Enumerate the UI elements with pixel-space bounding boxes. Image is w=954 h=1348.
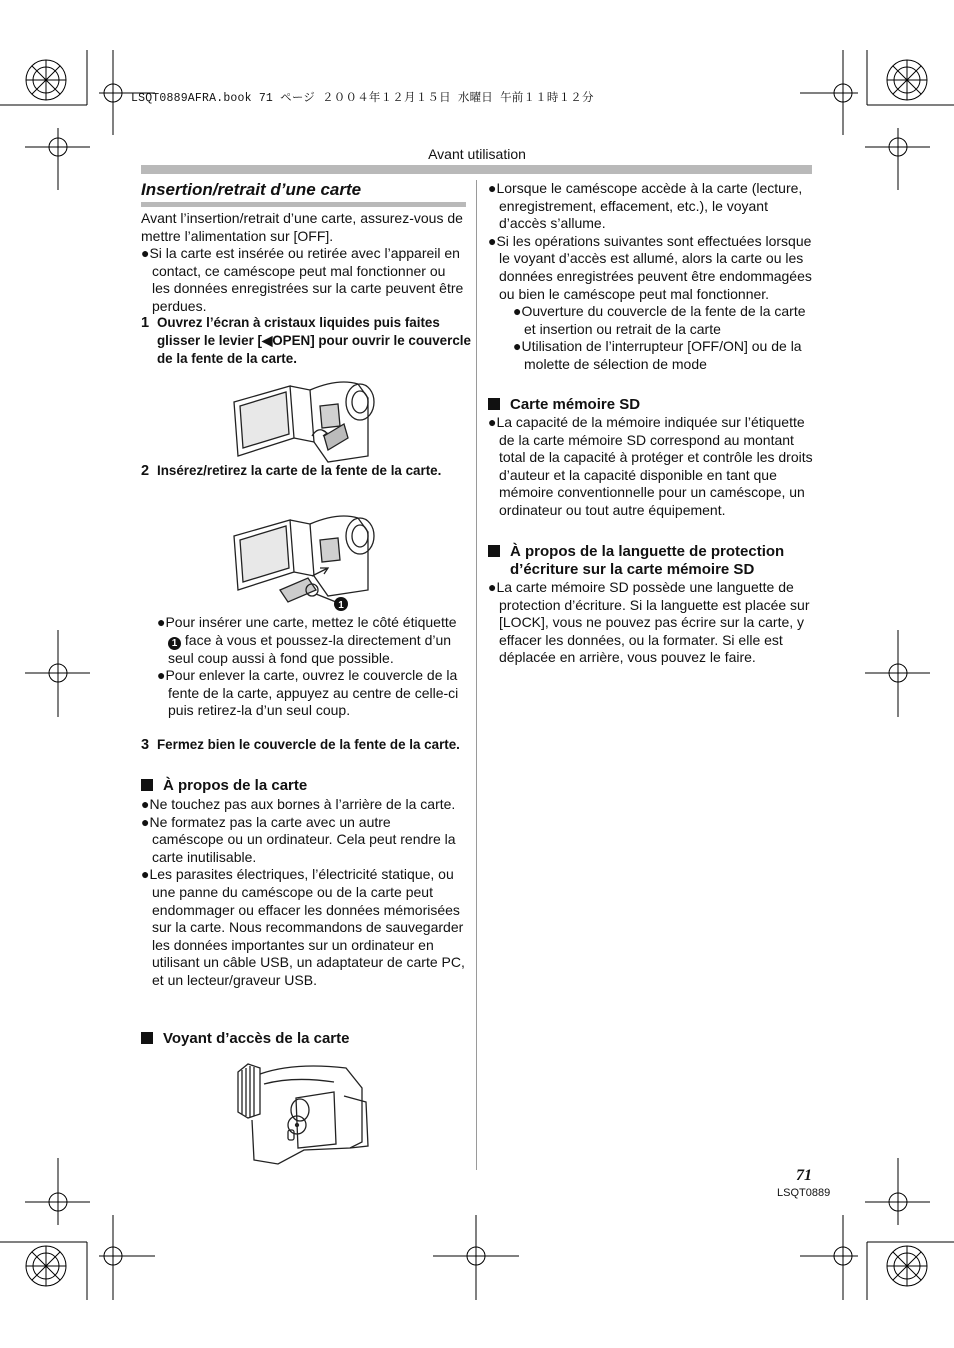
page-title: Insertion/retrait d’une carte (141, 180, 362, 199)
step-3: 3 Fermez bien le couvercle de la fente de la carte. (141, 737, 460, 753)
step-2-bullets (157, 614, 466, 720)
list-item: ●Si les opérations suivantes sont effectuées lorsque le voyant d’accès est allumé, alors la carte ou les données enregistrées peuvent être endommagées ou bien le caméscope peut mal fonctionner. (488, 232, 812, 302)
write-protect-heading: À propos de la languette de protection d’écriture sur la carte mémoire SD (488, 543, 835, 579)
list-item: ●Ne formatez pas la carte avec un autre caméscope ou un ordinateur. Cela peut rendre la carte inutilisable. (141, 813, 456, 865)
intro-block (141, 210, 466, 316)
square-bullet-icon (141, 779, 153, 791)
square-bullet-icon (488, 398, 500, 410)
about-card-heading: À propos de la carte (141, 777, 488, 795)
section-label: Avant utilisation (428, 146, 526, 162)
list-item: ●La carte mémoire SD possède une languette de protection d’écriture. Si la languette est placée sur [LOCK], vous ne pouvez pas écrire sur la carte, y effacer les données, ou la formater. Si elle est déplacée en arrière, vous pouvez le faire. (488, 579, 810, 666)
list-item: ●Ne touchez pas aux bornes à l’arrière de la carte. (141, 796, 456, 812)
title-rule (141, 202, 466, 207)
sd-card-text (488, 414, 813, 520)
print-file-info: LSQT0889AFRA.book 71 ページ ２００４年１２月１５日 水曜日 午前１１時１２分 (131, 92, 594, 105)
crop-rosette-icon (26, 1246, 66, 1286)
crop-rosette-icon (26, 60, 66, 100)
camcorder-open-illustration (228, 376, 380, 464)
intro-text: Avant l’insertion/retrait d’une carte, assurez-vous de mettre l’alimentation sur [OFF]. (141, 210, 463, 244)
step-1: 1 Ouvrez l’écran à cristaux liquides puis faites glisser le levier [◀OPEN] pour ouvrir le couvercle de la fente de la carte. (141, 315, 471, 366)
crop-rosette-icon (887, 1246, 927, 1286)
right-column-top (488, 180, 813, 374)
intro-bullet: ●Si la carte est insérée ou retirée avec l’appareil en contact, ce caméscope peut mal fonctionner ou les données enregistrées sur la carte peuvent être perdues. (141, 245, 464, 314)
step-2: 2 Insérez/retirez la carte de la fente de la carte. (141, 463, 442, 479)
square-bullet-icon (141, 1032, 153, 1044)
square-bullet-icon (488, 545, 500, 557)
callout-1-icon: 1 (168, 637, 181, 650)
sub-list-item: ●Ouverture du couvercle de la fente de la carte et insertion ou retrait de la carte (513, 303, 806, 337)
write-protect-text (488, 579, 813, 667)
list-item: ●Les parasites électriques, l’électricité statique, ou une panne du caméscope ou de la carte peut endommager ou effacer les données mémorisées sur la carte. Nous recommandons de sauvegarder les données importantes sur un ordinateur en utilisant un câble USB, un adaptateur de carte PC, et un lecteur/graveur USB. (141, 866, 465, 988)
about-card-list (141, 796, 466, 990)
page-number: 71 (796, 1167, 812, 1184)
access-lamp-heading: Voyant d’accès de la carte (141, 1030, 488, 1048)
crosshair-icon (25, 50, 155, 190)
access-lamp-illustration (234, 1060, 374, 1166)
list-item: ●La capacité de la mémoire indiquée sur l’étiquette de la carte mémoire SD correspond au montant total de la capacité à protéger et contrôle les droits d’auteur et la capacité disponible en tant que mémoire conventionnelle pour un caméscope, un ordinateur ou tout autre équipement. (488, 414, 813, 518)
remove-bullet: ●Pour enlever la carte, ouvrez le couvercle de la fente de la carte, appuyez au centre de celle-ci puis retirez-la d’un seul coup. (157, 667, 459, 719)
sd-card-heading: Carte mémoire SD (488, 396, 835, 414)
crosshair-icon (25, 1158, 519, 1300)
insert-bullet: ●Pour insérer une carte, mettez le côté étiquette 1 face à vous et poussez-la directement d’un seul coup aussi à fond que possible. (157, 614, 457, 666)
header-rule (141, 165, 812, 174)
callout-number: 1 (338, 600, 344, 611)
card-insertion-illustration (228, 510, 380, 614)
crosshair-icon (800, 50, 930, 190)
crop-rosette-icon (887, 60, 927, 100)
sub-list-item: ●Utilisation de l’interrupteur [OFF/ON] ou de la molette de sélection de mode (513, 338, 802, 372)
document-code: LSQT0889 (777, 1187, 831, 1199)
list-item: ●Lorsque le caméscope accède à la carte (lecture, enregistrement, effacement, etc.), le voyant d’accès s’allume. (488, 180, 803, 232)
